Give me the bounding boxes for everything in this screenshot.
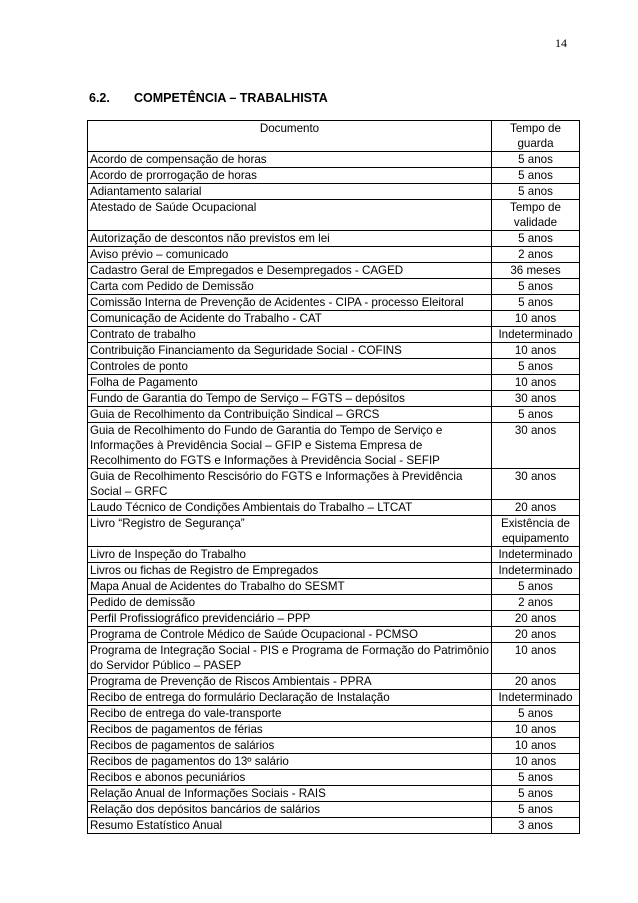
document-cell: Adiantamento salarial bbox=[88, 184, 492, 200]
retention-cell: Indeterminado bbox=[492, 327, 580, 343]
table-row bbox=[88, 311, 580, 327]
retention-cell: 20 anos bbox=[492, 500, 580, 516]
section-heading bbox=[89, 91, 328, 105]
retention-cell: Indeterminado bbox=[492, 563, 580, 579]
table-row bbox=[88, 231, 580, 247]
document-cell: Livro “Registro de Segurança” bbox=[88, 516, 492, 547]
document-cell: Recibo de entrega do vale-transporte bbox=[88, 706, 492, 722]
retention-cell: 5 anos bbox=[492, 579, 580, 595]
retention-cell: 5 anos bbox=[492, 359, 580, 375]
table-row bbox=[88, 343, 580, 359]
table-row bbox=[88, 563, 580, 579]
retention-cell: 10 anos bbox=[492, 343, 580, 359]
table-row bbox=[88, 152, 580, 168]
table-row bbox=[88, 279, 580, 295]
table-row bbox=[88, 690, 580, 706]
retention-cell: 30 anos bbox=[492, 423, 580, 469]
table-row bbox=[88, 247, 580, 263]
retention-cell: 36 meses bbox=[492, 263, 580, 279]
document-cell: Guia de Recolhimento da Contribuição Sindical – GRCS bbox=[88, 407, 492, 423]
table-row bbox=[88, 200, 580, 231]
table-row bbox=[88, 786, 580, 802]
section-number: 6.2. bbox=[89, 91, 110, 105]
table-body bbox=[88, 152, 580, 834]
table-row bbox=[88, 391, 580, 407]
document-cell: Recibos de pagamentos de férias bbox=[88, 722, 492, 738]
table-row bbox=[88, 595, 580, 611]
table-row bbox=[88, 579, 580, 595]
document-cell: Acordo de prorrogação de horas bbox=[88, 168, 492, 184]
retention-cell: 5 anos bbox=[492, 184, 580, 200]
document-cell: Laudo Técnico de Condições Ambientais do Trabalho – LTCAT bbox=[88, 500, 492, 516]
table-row bbox=[88, 263, 580, 279]
document-cell: Acordo de compensação de horas bbox=[88, 152, 492, 168]
retention-cell: 5 anos bbox=[492, 786, 580, 802]
table-row bbox=[88, 516, 580, 547]
document-cell: Contribuição Financiamento da Seguridade Social - COFINS bbox=[88, 343, 492, 359]
retention-cell: 5 anos bbox=[492, 802, 580, 818]
document-cell: Recibo de entrega do formulário Declaração de Instalação bbox=[88, 690, 492, 706]
table-row bbox=[88, 706, 580, 722]
table-row bbox=[88, 643, 580, 674]
document-cell: Guia de Recolhimento Rescisório do FGTS e Informações à Previdência Social – GRFC bbox=[88, 469, 492, 500]
document-cell: Recibos de pagamentos do 13º salário bbox=[88, 754, 492, 770]
retention-cell: Indeterminado bbox=[492, 547, 580, 563]
retention-cell: 20 anos bbox=[492, 674, 580, 690]
retention-cell: 10 anos bbox=[492, 643, 580, 674]
retention-cell: 5 anos bbox=[492, 231, 580, 247]
retention-cell: 5 anos bbox=[492, 152, 580, 168]
retention-cell: 20 anos bbox=[492, 627, 580, 643]
document-cell: Programa de Prevenção de Riscos Ambientais - PPRA bbox=[88, 674, 492, 690]
column-header-retention: Tempo de guarda bbox=[492, 121, 580, 152]
document-cell: Perfil Profissiográfico previdenciário – PPP bbox=[88, 611, 492, 627]
document-cell: Programa de Integração Social - PIS e Programa de Formação do Patrimônio do Servidor Público – PASEP bbox=[88, 643, 492, 674]
table-row bbox=[88, 295, 580, 311]
retention-cell: 5 anos bbox=[492, 706, 580, 722]
retention-cell: Tempo de validade bbox=[492, 200, 580, 231]
document-cell: Recibos de pagamentos de salários bbox=[88, 738, 492, 754]
table-row bbox=[88, 674, 580, 690]
retention-cell: Indeterminado bbox=[492, 690, 580, 706]
retention-cell: 20 anos bbox=[492, 611, 580, 627]
retention-cell: 5 anos bbox=[492, 407, 580, 423]
table-row bbox=[88, 469, 580, 500]
table-row bbox=[88, 423, 580, 469]
table-row bbox=[88, 407, 580, 423]
document-cell: Guia de Recolhimento do Fundo de Garantia do Tempo de Serviço e Informações à Previdência Social – GFIP e Sistema Empresa de Recolhimento do FGTS e Informações à Previdência Social - SEFIP bbox=[88, 423, 492, 469]
document-cell: Comunicação de Acidente do Trabalho - CAT bbox=[88, 311, 492, 327]
document-cell: Livro de Inspeção do Trabalho bbox=[88, 547, 492, 563]
table-row bbox=[88, 375, 580, 391]
table-row bbox=[88, 802, 580, 818]
document-cell: Resumo Estatístico Anual bbox=[88, 818, 492, 834]
retention-cell: 10 anos bbox=[492, 311, 580, 327]
retention-cell: 30 anos bbox=[492, 469, 580, 500]
document-cell: Contrato de trabalho bbox=[88, 327, 492, 343]
page-number: 14 bbox=[555, 36, 567, 50]
document-cell: Aviso prévio – comunicado bbox=[88, 247, 492, 263]
document-cell: Carta com Pedido de Demissão bbox=[88, 279, 492, 295]
table-row bbox=[88, 738, 580, 754]
document-cell: Controles de ponto bbox=[88, 359, 492, 375]
table-row bbox=[88, 627, 580, 643]
retention-cell: 3 anos bbox=[492, 818, 580, 834]
document-cell: Cadastro Geral de Empregados e Desempregados - CAGED bbox=[88, 263, 492, 279]
table-row bbox=[88, 500, 580, 516]
document-cell: Comissão Interna de Prevenção de Acidentes - CIPA - processo Eleitoral bbox=[88, 295, 492, 311]
table-row bbox=[88, 327, 580, 343]
document-cell: Folha de Pagamento bbox=[88, 375, 492, 391]
table-row bbox=[88, 754, 580, 770]
document-cell: Mapa Anual de Acidentes do Trabalho do SESMT bbox=[88, 579, 492, 595]
document-cell: Programa de Controle Médico de Saúde Ocupacional - PCMSO bbox=[88, 627, 492, 643]
table-row bbox=[88, 818, 580, 834]
section-title: COMPETÊNCIA – TRABALHISTA bbox=[134, 91, 328, 105]
retention-cell: 10 anos bbox=[492, 754, 580, 770]
document-cell: Relação dos depósitos bancários de salários bbox=[88, 802, 492, 818]
table-row bbox=[88, 547, 580, 563]
retention-cell: 5 anos bbox=[492, 168, 580, 184]
table-header-row bbox=[88, 121, 580, 152]
retention-cell: 10 anos bbox=[492, 375, 580, 391]
table-row bbox=[88, 611, 580, 627]
retention-cell: 5 anos bbox=[492, 295, 580, 311]
table-row bbox=[88, 359, 580, 375]
document-cell: Atestado de Saúde Ocupacional bbox=[88, 200, 492, 231]
document-cell: Fundo de Garantia do Tempo de Serviço – FGTS – depósitos bbox=[88, 391, 492, 407]
document-cell: Pedido de demissão bbox=[88, 595, 492, 611]
document-cell: Recibos e abonos pecuniários bbox=[88, 770, 492, 786]
table-row bbox=[88, 722, 580, 738]
document-cell: Livros ou fichas de Registro de Empregados bbox=[88, 563, 492, 579]
retention-cell: 5 anos bbox=[492, 279, 580, 295]
retention-cell: 5 anos bbox=[492, 770, 580, 786]
table-row bbox=[88, 770, 580, 786]
retention-cell: 2 anos bbox=[492, 247, 580, 263]
document-cell: Relação Anual de Informações Sociais - RAIS bbox=[88, 786, 492, 802]
column-header-document: Documento bbox=[88, 121, 492, 152]
table-row bbox=[88, 168, 580, 184]
retention-cell: 30 anos bbox=[492, 391, 580, 407]
retention-cell: 10 anos bbox=[492, 738, 580, 754]
retention-cell: Existência de equipamento bbox=[492, 516, 580, 547]
retention-table bbox=[87, 120, 580, 834]
table-row bbox=[88, 184, 580, 200]
retention-cell: 2 anos bbox=[492, 595, 580, 611]
retention-cell: 10 anos bbox=[492, 722, 580, 738]
document-cell: Autorização de descontos não previstos em lei bbox=[88, 231, 492, 247]
